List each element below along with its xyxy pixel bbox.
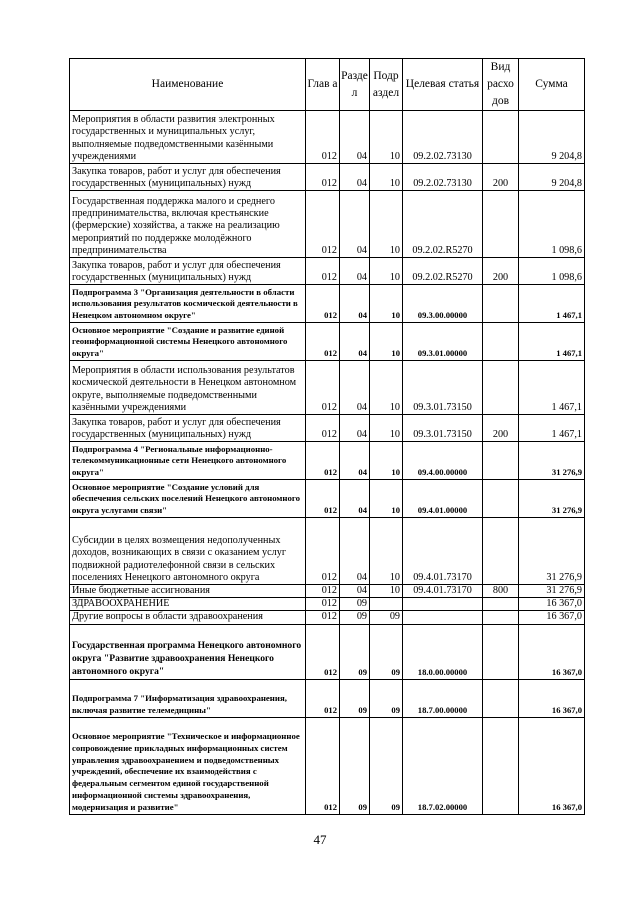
row-chapter: 012 [306, 415, 340, 442]
row-chapter: 012 [306, 258, 340, 285]
row-sum: 31 276,9 [519, 585, 585, 598]
row-target: 09.4.01.00000 [403, 480, 483, 518]
row-sum: 9 204,8 [519, 111, 585, 164]
row-section: 09 [340, 624, 370, 679]
row-subsection: 09 [370, 611, 403, 624]
row-name: Подпрограмма 3 "Организация деятельности в области использования результатов космической деятельности в Ненецком автономном округе" [70, 285, 306, 323]
row-target: 09.4.01.73170 [403, 518, 483, 585]
row-section: 04 [340, 585, 370, 598]
row-subsection: 10 [370, 518, 403, 585]
row-sum: 9 204,8 [519, 164, 585, 191]
row-sum: 16 367,0 [519, 598, 585, 611]
row-type [483, 598, 519, 611]
row-name: Государственная программа Ненецкого автономного округа "Развитие здравоохранения Ненецкого автономного округа" [70, 624, 306, 679]
row-type: 200 [483, 164, 519, 191]
row-sum: 31 276,9 [519, 518, 585, 585]
row-chapter: 012 [306, 624, 340, 679]
row-sum: 1 098,6 [519, 191, 585, 258]
row-name: Другие вопросы в области здравоохранения [70, 611, 306, 624]
header-subsection: Подр аздел [370, 59, 403, 111]
budget-table [69, 58, 585, 815]
row-chapter: 012 [306, 323, 340, 361]
row-subsection: 10 [370, 258, 403, 285]
table-row [70, 624, 585, 679]
row-name: Закупка товаров, работ и услуг для обеспечения государственных (муниципальных) нужд [70, 415, 306, 442]
row-chapter: 012 [306, 611, 340, 624]
table-row [70, 415, 585, 442]
row-subsection: 10 [370, 585, 403, 598]
row-section: 04 [340, 415, 370, 442]
row-section: 04 [340, 191, 370, 258]
row-subsection [370, 598, 403, 611]
row-subsection: 10 [370, 191, 403, 258]
row-type: 800 [483, 585, 519, 598]
row-type [483, 191, 519, 258]
row-section: 09 [340, 679, 370, 717]
row-target: 18.0.00.00000 [403, 624, 483, 679]
row-section: 04 [340, 164, 370, 191]
row-name: Закупка товаров, работ и услуг для обеспечения государственных (муниципальных) нужд [70, 164, 306, 191]
row-name: Основное мероприятие "Создание и развитие единой геоинформационной системы Ненецкого автономного округа" [70, 323, 306, 361]
row-sum: 1 467,1 [519, 361, 585, 415]
table-row [70, 285, 585, 323]
row-target: 09.2.02.R5270 [403, 258, 483, 285]
header-chapter: Глав а [306, 59, 340, 111]
row-name: Подпрограмма 7 "Информатизация здравоохранения, включая развитие телемедицины" [70, 679, 306, 717]
table-row [70, 164, 585, 191]
row-name: Основное мероприятие "Создание условий для обеспечения сельских поселений Ненецкого автономного округа услугами связи" [70, 480, 306, 518]
row-name: Субсидии в целях возмещения недополученных доходов, возникающих в связи с оказанием услуг подвижной радиотелефонной связи в сельских поселениях Ненецкого автономного округа [70, 518, 306, 585]
row-subsection: 09 [370, 679, 403, 717]
table-row [70, 585, 585, 598]
row-type [483, 717, 519, 814]
row-section: 04 [340, 442, 370, 480]
row-sum: 16 367,0 [519, 679, 585, 717]
row-type [483, 679, 519, 717]
table-row [70, 611, 585, 624]
row-chapter: 012 [306, 679, 340, 717]
header-sum: Сумма [519, 59, 585, 111]
row-section: 04 [340, 518, 370, 585]
row-section: 09 [340, 611, 370, 624]
row-type [483, 111, 519, 164]
row-type [483, 611, 519, 624]
row-chapter: 012 [306, 717, 340, 814]
row-subsection: 10 [370, 480, 403, 518]
row-chapter: 012 [306, 598, 340, 611]
row-section: 09 [340, 717, 370, 814]
row-sum: 1 467,1 [519, 415, 585, 442]
row-chapter: 012 [306, 518, 340, 585]
table-row [70, 361, 585, 415]
table-row [70, 717, 585, 814]
row-sum: 1 467,1 [519, 285, 585, 323]
row-section: 04 [340, 361, 370, 415]
table-row [70, 258, 585, 285]
row-sum: 1 467,1 [519, 323, 585, 361]
row-section: 04 [340, 323, 370, 361]
row-subsection: 10 [370, 361, 403, 415]
header-target: Целевая статья [403, 59, 483, 111]
row-chapter: 012 [306, 191, 340, 258]
header-section: Разде л [340, 59, 370, 111]
row-subsection: 10 [370, 111, 403, 164]
row-target: 09.4.01.73170 [403, 585, 483, 598]
row-chapter: 012 [306, 585, 340, 598]
row-type: 200 [483, 415, 519, 442]
header-name: Наименование [70, 59, 306, 111]
row-subsection: 09 [370, 717, 403, 814]
row-sum: 31 276,9 [519, 442, 585, 480]
table-row [70, 442, 585, 480]
row-target: 09.3.00.00000 [403, 285, 483, 323]
table-row [70, 111, 585, 164]
row-type [483, 323, 519, 361]
table-row [70, 323, 585, 361]
row-section: 04 [340, 258, 370, 285]
row-subsection: 10 [370, 285, 403, 323]
row-chapter: 012 [306, 442, 340, 480]
row-target: 18.7.02.00000 [403, 717, 483, 814]
row-chapter: 012 [306, 361, 340, 415]
row-chapter: 012 [306, 164, 340, 191]
row-section: 04 [340, 285, 370, 323]
row-chapter: 012 [306, 111, 340, 164]
table-row [70, 480, 585, 518]
row-chapter: 012 [306, 285, 340, 323]
row-type [483, 361, 519, 415]
row-target: 09.2.02.73130 [403, 164, 483, 191]
table-row [70, 191, 585, 258]
row-section: 04 [340, 111, 370, 164]
row-subsection: 10 [370, 164, 403, 191]
row-target [403, 611, 483, 624]
row-name: Мероприятия в области использования результатов космической деятельности в Ненецком автономном округе, выполняемые подведомственными казёнными учреждениями [70, 361, 306, 415]
row-section: 09 [340, 598, 370, 611]
table-row [70, 679, 585, 717]
row-sum: 1 098,6 [519, 258, 585, 285]
row-target [403, 598, 483, 611]
page-number: 47 [313, 832, 327, 847]
row-type: 200 [483, 258, 519, 285]
row-target: 09.2.02.R5270 [403, 191, 483, 258]
row-target: 09.3.01.00000 [403, 323, 483, 361]
row-subsection: 10 [370, 415, 403, 442]
header-type: Вид расхо дов [483, 59, 519, 111]
row-name: Мероприятия в области развития электронных государственных и муниципальных услуг, выполняемые подведомственными казёнными учреждениями [70, 111, 306, 164]
row-subsection: 10 [370, 442, 403, 480]
row-sum: 31 276,9 [519, 480, 585, 518]
row-sum: 16 367,0 [519, 624, 585, 679]
row-section: 04 [340, 480, 370, 518]
row-sum: 16 367,0 [519, 717, 585, 814]
row-target: 09.3.01.73150 [403, 415, 483, 442]
row-subsection: 09 [370, 624, 403, 679]
row-name: Государственная поддержка малого и среднего предпринимательства, включая крестьянские (фермерские) хозяйства, а также на реализацию мероприятий по поддержке молодёжного предпринимательства [70, 191, 306, 258]
row-target: 09.3.01.73150 [403, 361, 483, 415]
row-name: Закупка товаров, работ и услуг для обеспечения государственных (муниципальных) нужд [70, 258, 306, 285]
row-target: 18.7.00.00000 [403, 679, 483, 717]
table-header-row [70, 59, 585, 111]
row-name: Подпрограмма 4 "Региональные информационно-телекоммуникационные сети Ненецкого автономного округа" [70, 442, 306, 480]
row-type [483, 285, 519, 323]
row-type [483, 518, 519, 585]
row-name: ЗДРАВООХРАНЕНИЕ [70, 598, 306, 611]
row-subsection: 10 [370, 323, 403, 361]
row-name: Основное мероприятие "Техническое и информационное сопровождение прикладных информационных систем управления здравоохранением и подведомственных учреждений, обеспечение их взаимодействия с федеральным сегментом единой государственной информационной системы здравоохранения, модернизация и развитие" [70, 717, 306, 814]
row-name: Иные бюджетные ассигнования [70, 585, 306, 598]
table-row [70, 598, 585, 611]
row-sum: 16 367,0 [519, 611, 585, 624]
row-target: 09.2.02.73130 [403, 111, 483, 164]
row-type [483, 442, 519, 480]
table-row [70, 518, 585, 585]
row-type [483, 480, 519, 518]
row-chapter: 012 [306, 480, 340, 518]
row-type [483, 624, 519, 679]
row-target: 09.4.00.00000 [403, 442, 483, 480]
